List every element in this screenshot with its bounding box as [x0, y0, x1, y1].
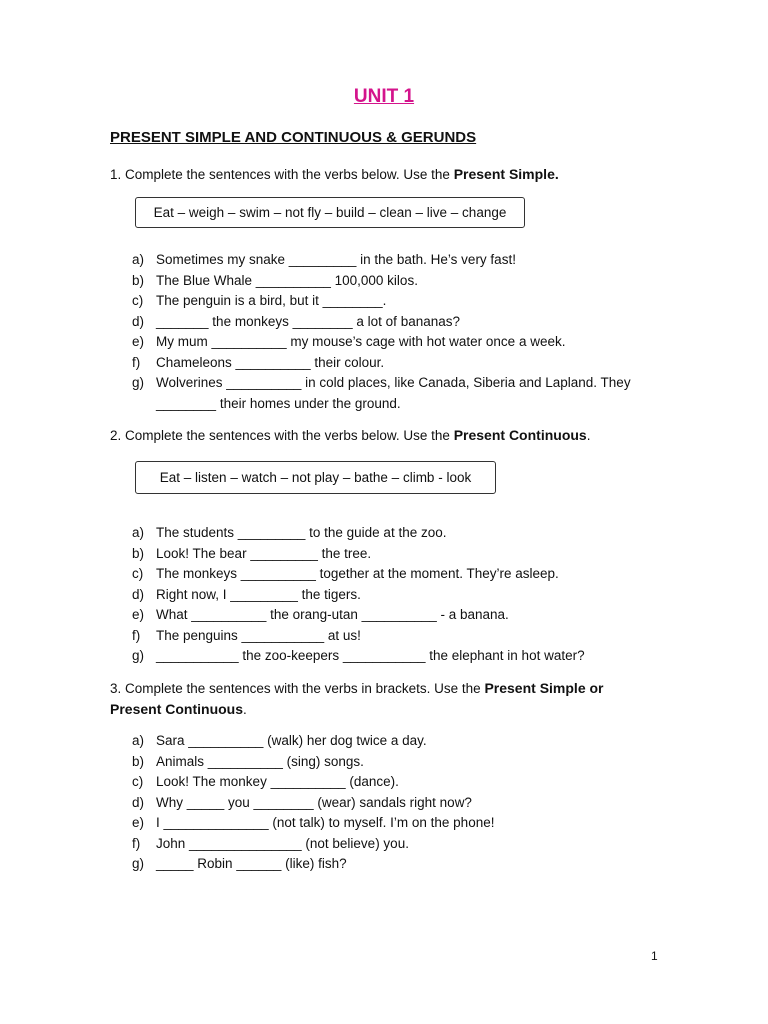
item-label: a) — [132, 525, 145, 540]
item-label: e) — [132, 607, 145, 622]
item-label: c) — [132, 293, 144, 308]
item-text: My mum __________ my mouse’s cage with hot water once a week. — [156, 334, 566, 349]
item-label: f) — [132, 354, 141, 370]
list-item — [132, 373, 652, 414]
exercise-3-list — [132, 731, 652, 875]
list-item — [132, 626, 652, 647]
item-text: Animals __________ (sing) songs. — [156, 753, 364, 769]
instruction-2-end: . — [586, 428, 591, 443]
item-text: I ______________ (not talk) to myself. I’m on the phone! — [156, 815, 495, 830]
item-text: Chameleons __________ their colour. — [156, 354, 385, 370]
item-label: g) — [132, 856, 145, 871]
list-item — [132, 585, 652, 606]
subtitle: PRESENT SIMPLE AND CONTINUOUS & GERUNDS — [110, 129, 477, 146]
list-item — [132, 731, 652, 752]
item-label: d) — [132, 586, 145, 602]
item-text: The penguins ___________ at us! — [156, 627, 361, 643]
list-item — [132, 523, 652, 544]
instruction-1-bold: Present Simple. — [453, 166, 559, 182]
item-text: _____ Robin ______ (like) fish? — [156, 856, 347, 871]
item-text: The students _________ to the guide at the zoo. — [156, 525, 447, 540]
instruction-3-end: . — [243, 702, 247, 717]
item-text: Sometimes my snake _________ in the bath. He’s very fast! — [156, 252, 516, 267]
item-label: c) — [132, 566, 144, 581]
list-item — [132, 772, 652, 793]
item-label: g) — [132, 648, 145, 663]
instruction-1-text: 1. Complete the sentences with the verbs below. Use the — [110, 167, 454, 182]
instruction-3 — [110, 678, 630, 720]
item-label: e) — [132, 334, 145, 349]
list-item — [132, 332, 652, 353]
item-label: a) — [132, 733, 145, 748]
item-label: b) — [132, 753, 145, 769]
item-label: c) — [132, 774, 144, 789]
item-text: Sara __________ (walk) her dog twice a day. — [156, 733, 427, 748]
item-text: The monkeys __________ together at the moment. They’re asleep. — [156, 566, 559, 581]
instruction-2-text: 2. Complete the sentences with the verbs below. Use the — [110, 428, 454, 443]
item-label: a) — [132, 252, 145, 267]
item-label: d) — [132, 794, 145, 810]
item-label: e) — [132, 815, 145, 830]
instruction-3-text: 3. Complete the sentences with the verbs in brackets. Use the — [110, 681, 485, 696]
unit-title: UNIT 1 — [353, 86, 415, 107]
list-item — [132, 854, 652, 875]
item-text: The Blue Whale __________ 100,000 kilos. — [156, 272, 418, 288]
list-item — [132, 752, 652, 773]
item-label: f) — [132, 627, 141, 643]
item-text: The penguin is a bird, but it ________. — [156, 293, 387, 308]
instruction-2 — [110, 425, 670, 446]
word-box-1: Eat – weigh – swim – not fly – build – clean – live – change — [135, 197, 525, 228]
list-item — [132, 793, 652, 814]
item-text: Right now, I _________ the tigers. — [156, 586, 361, 602]
item-label: d) — [132, 313, 145, 329]
list-item — [132, 271, 652, 292]
item-text: ___________ the zoo-keepers ___________ the elephant in hot water? — [156, 648, 585, 663]
exercise-2-list — [132, 523, 652, 667]
item-label: b) — [132, 272, 145, 288]
list-item — [132, 312, 652, 333]
instruction-2-bold: Present Continuous — [453, 427, 587, 443]
item-text: What __________ the orang-utan __________ - a banana. — [156, 607, 509, 622]
item-text: Look! The bear _________ the tree. — [156, 545, 372, 561]
list-item — [132, 291, 652, 312]
list-item — [132, 250, 652, 271]
item-text: Why _____ you ________ (wear) sandals right now? — [156, 794, 472, 810]
list-item — [132, 353, 652, 374]
item-text: Wolverines __________ in cold places, like Canada, Siberia and Lapland. They ________ their homes under the ground. — [156, 375, 631, 411]
list-item — [132, 544, 652, 565]
list-item — [132, 834, 652, 855]
item-label: f) — [132, 835, 141, 851]
item-text: _______ the monkeys ________ a lot of bananas? — [156, 313, 460, 329]
page-number: 1 — [651, 949, 658, 963]
list-item — [132, 605, 652, 626]
list-item — [132, 564, 652, 585]
instruction-3-bold: Present Simple or Present Continuous — [110, 680, 604, 717]
list-item — [132, 646, 652, 667]
list-item — [132, 813, 652, 834]
item-label: b) — [132, 545, 145, 561]
item-label: g) — [132, 375, 145, 390]
item-text: John _______________ (not believe) you. — [156, 835, 409, 851]
item-text: Look! The monkey __________ (dance). — [156, 774, 399, 789]
word-box-2: Eat – listen – watch – not play – bathe – climb - look — [135, 461, 496, 494]
exercise-1-list — [132, 250, 652, 414]
instruction-1 — [110, 164, 670, 185]
